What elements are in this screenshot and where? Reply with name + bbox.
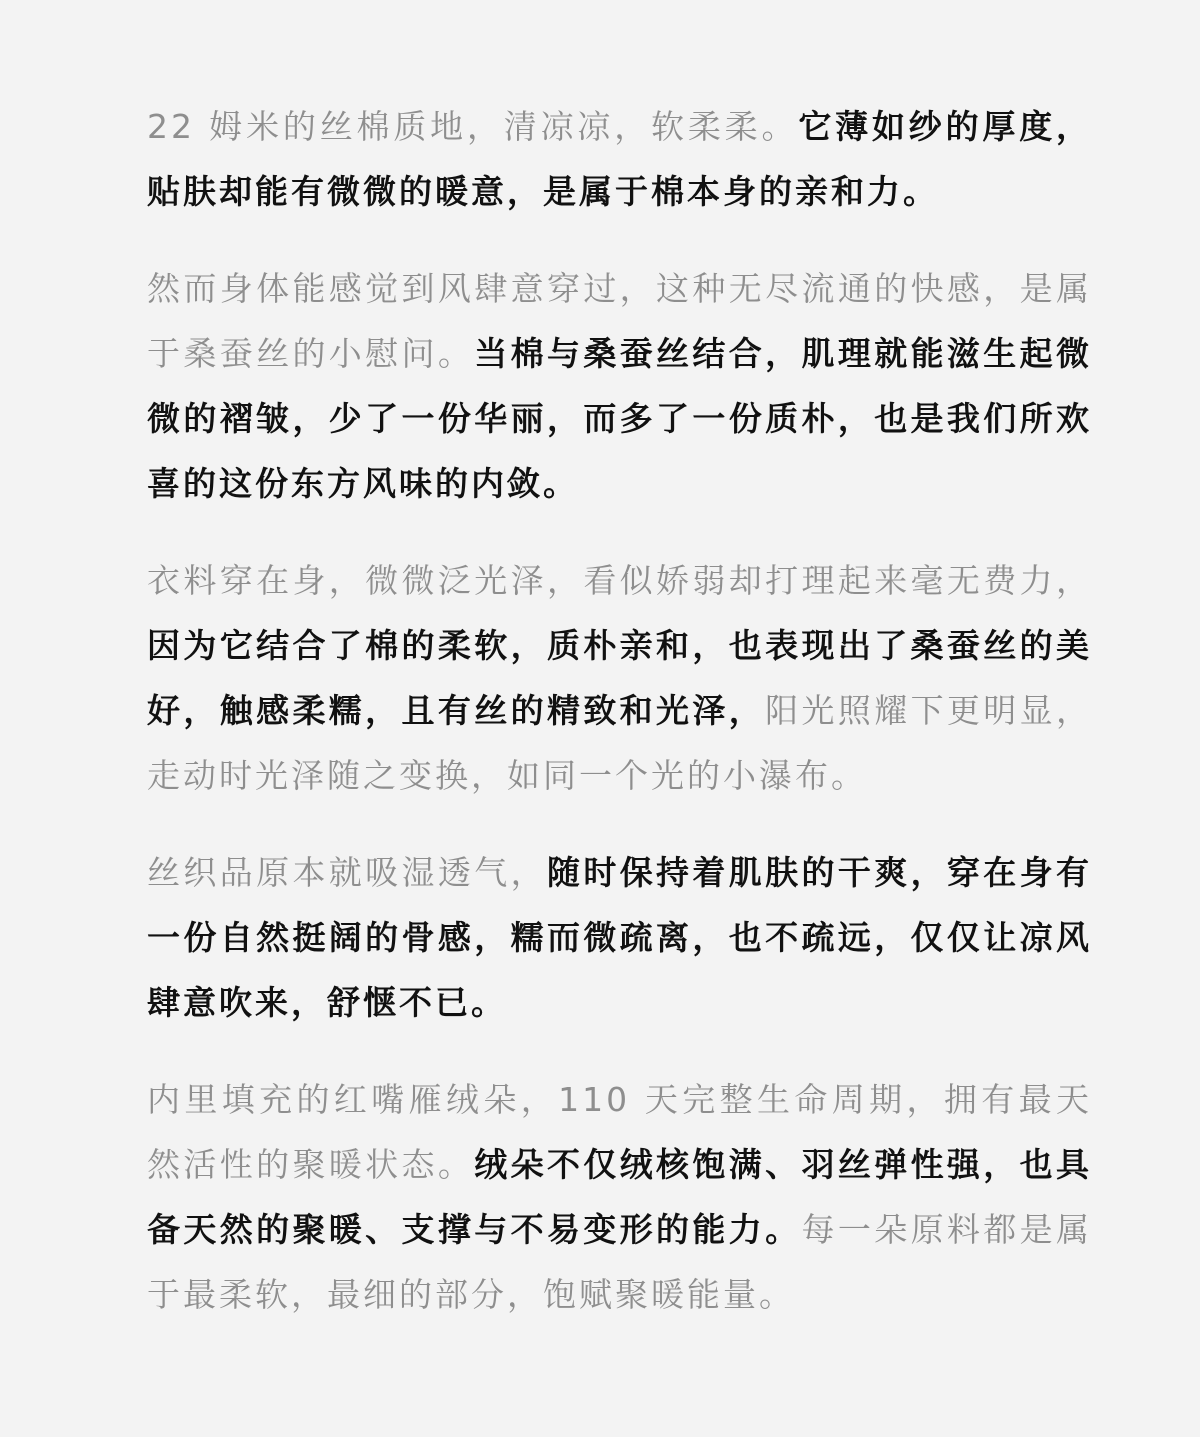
text-segment-emphasis: 因为它结合了棉的柔软，质朴亲和，也表现出了桑蚕丝的美好，触感柔糯，且有丝的精致和光泽， [147,626,1092,730]
paragraph-luster [147,548,1092,808]
text-segment-emphasis: 当棉与桑蚕丝结合，肌理就能滋生起微微的褶皱，少了一份华丽，而多了一份质朴，也是我们所欢喜的这份东方风味的内敛。 [147,334,1093,503]
text-segment: 然而身体能感觉到风肆意穿过，这种无尽流通的快感，是属于桑蚕丝的小慰问。 [147,269,1092,373]
text-segment: 内里填充的红嘴雁绒朵，110 天完整生命周期，拥有最天然活性的聚暖状态。 [147,1080,1092,1184]
article-body [147,94,1092,1359]
text-segment: 阳光照耀下更明显，走动时光泽随之变换，如同一个光的小瀑布。 [147,691,1093,795]
paragraph-silk-cotton [147,94,1092,224]
text-segment-emphasis: 绒朵不仅绒核饱满、羽丝弹性强，也具备天然的聚暖、支撑与不易变形的能力。 [147,1145,1093,1249]
paragraph-mulberry-silk [147,256,1092,516]
text-segment: 每一朵原料都是属于最柔软，最细的部分，饱赋聚暖能量。 [147,1210,1093,1314]
text-segment: 22 姆米的丝棉质地，清凉凉，软柔柔。 [147,107,799,146]
paragraph-breathability [147,840,1092,1035]
text-segment-emphasis: 它薄如纱的厚度，贴肤却能有微微的暖意，是属于棉本身的亲和力。 [147,107,1093,211]
text-segment-emphasis: 随时保持着肌肤的干爽，穿在身有一份自然挺阔的骨感，糯而微疏离，也不疏远，仅仅让凉风肆意吹来，舒惬不已。 [147,853,1093,1022]
text-segment: 衣料穿在身，微微泛光泽，看似娇弱却打理起来毫无费力， [147,561,1092,600]
text-segment: 丝织品原本就吸湿透气， [147,853,547,892]
paragraph-down-filling [147,1067,1092,1327]
